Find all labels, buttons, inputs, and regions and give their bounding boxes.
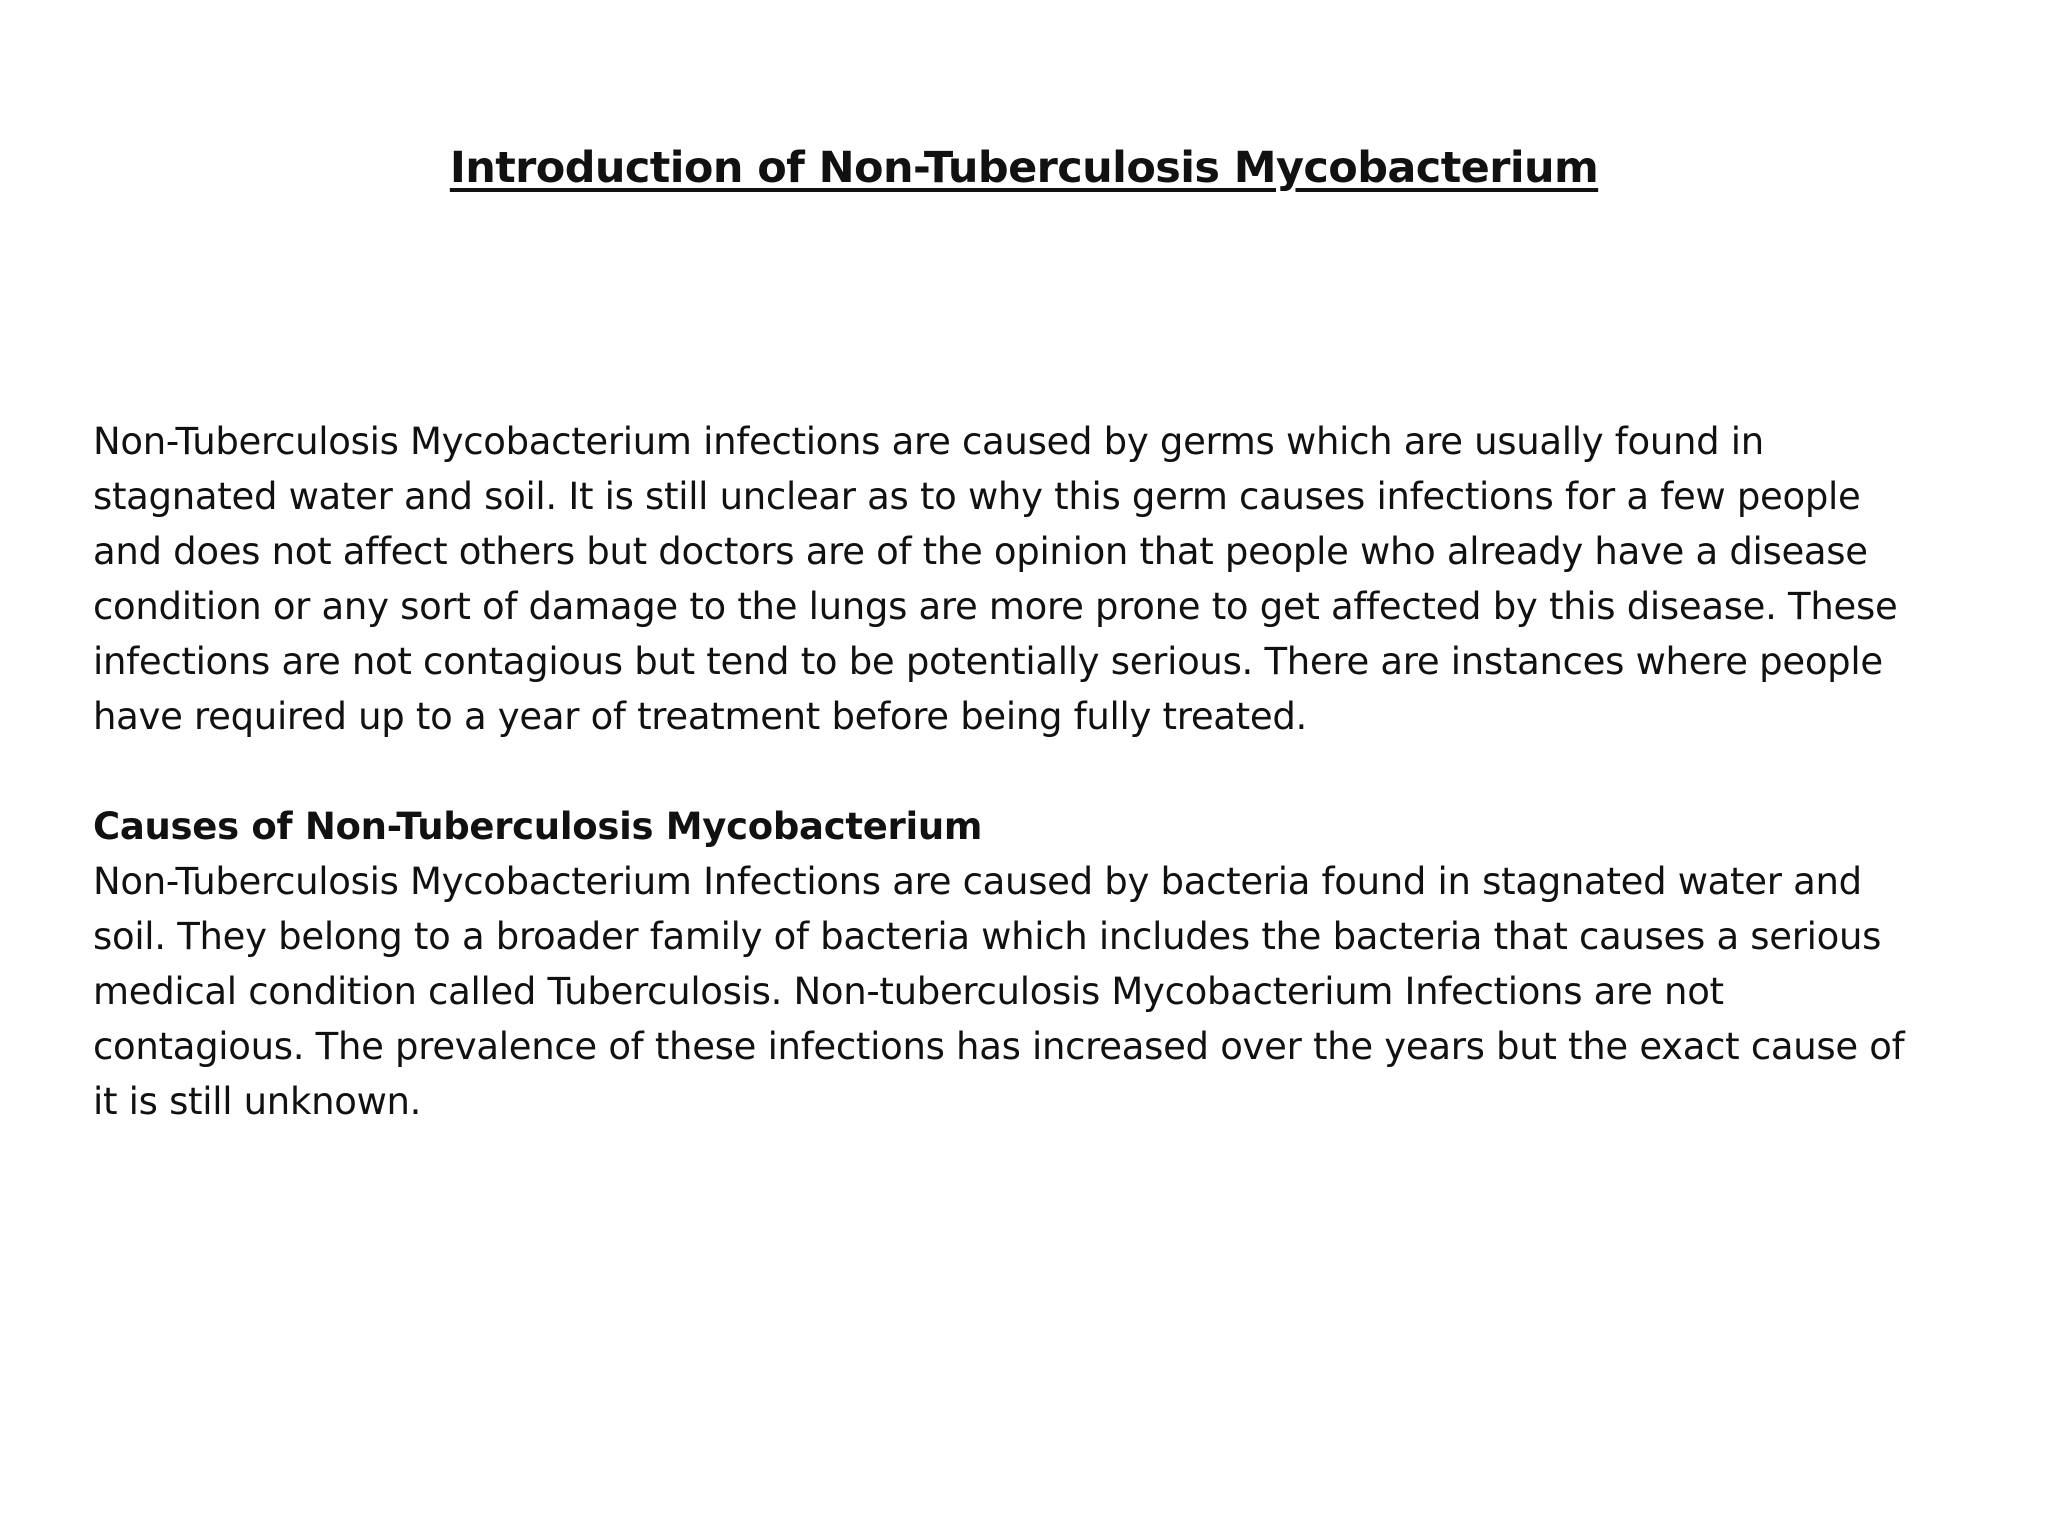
intro-paragraph: [93, 414, 1993, 744]
causes-line: soil. They belong to a broader family of bacteria which includes the bacteria that causes a serious: [93, 915, 1882, 958]
intro-line: Non-Tuberculosis Mycobacterium infections are caused by germs which are usually found in: [93, 420, 1764, 463]
document-body: [93, 414, 1993, 1129]
causes-line: medical condition called Tuberculosis. Non-tuberculosis Mycobacterium Infections are not: [93, 970, 1724, 1013]
causes-line: contagious. The prevalence of these infections has increased over the years but the exact cause of: [93, 1025, 1905, 1068]
page-title: Introduction of Non-Tuberculosis Mycobacterium: [449, 143, 1599, 193]
causes-heading: Causes of Non-Tuberculosis Mycobacterium: [93, 805, 983, 848]
causes-paragraph: [93, 854, 1993, 1129]
intro-line: and does not affect others but doctors are of the opinion that people who already have a disease: [93, 530, 1868, 573]
intro-line: infections are not contagious but tend to be potentially serious. There are instances where people: [93, 640, 1883, 683]
paragraph-spacer: [93, 744, 1993, 799]
causes-line: Non-Tuberculosis Mycobacterium Infections are caused by bacteria found in stagnated water and: [93, 860, 1862, 903]
intro-line: stagnated water and soil. It is still unclear as to why this germ causes infections for a few people: [93, 475, 1861, 518]
causes-line: it is still unknown.: [93, 1080, 422, 1123]
intro-line: condition or any sort of damage to the lungs are more prone to get affected by this disease. These: [93, 585, 1898, 628]
intro-line: have required up to a year of treatment before being fully treated.: [93, 695, 1307, 738]
